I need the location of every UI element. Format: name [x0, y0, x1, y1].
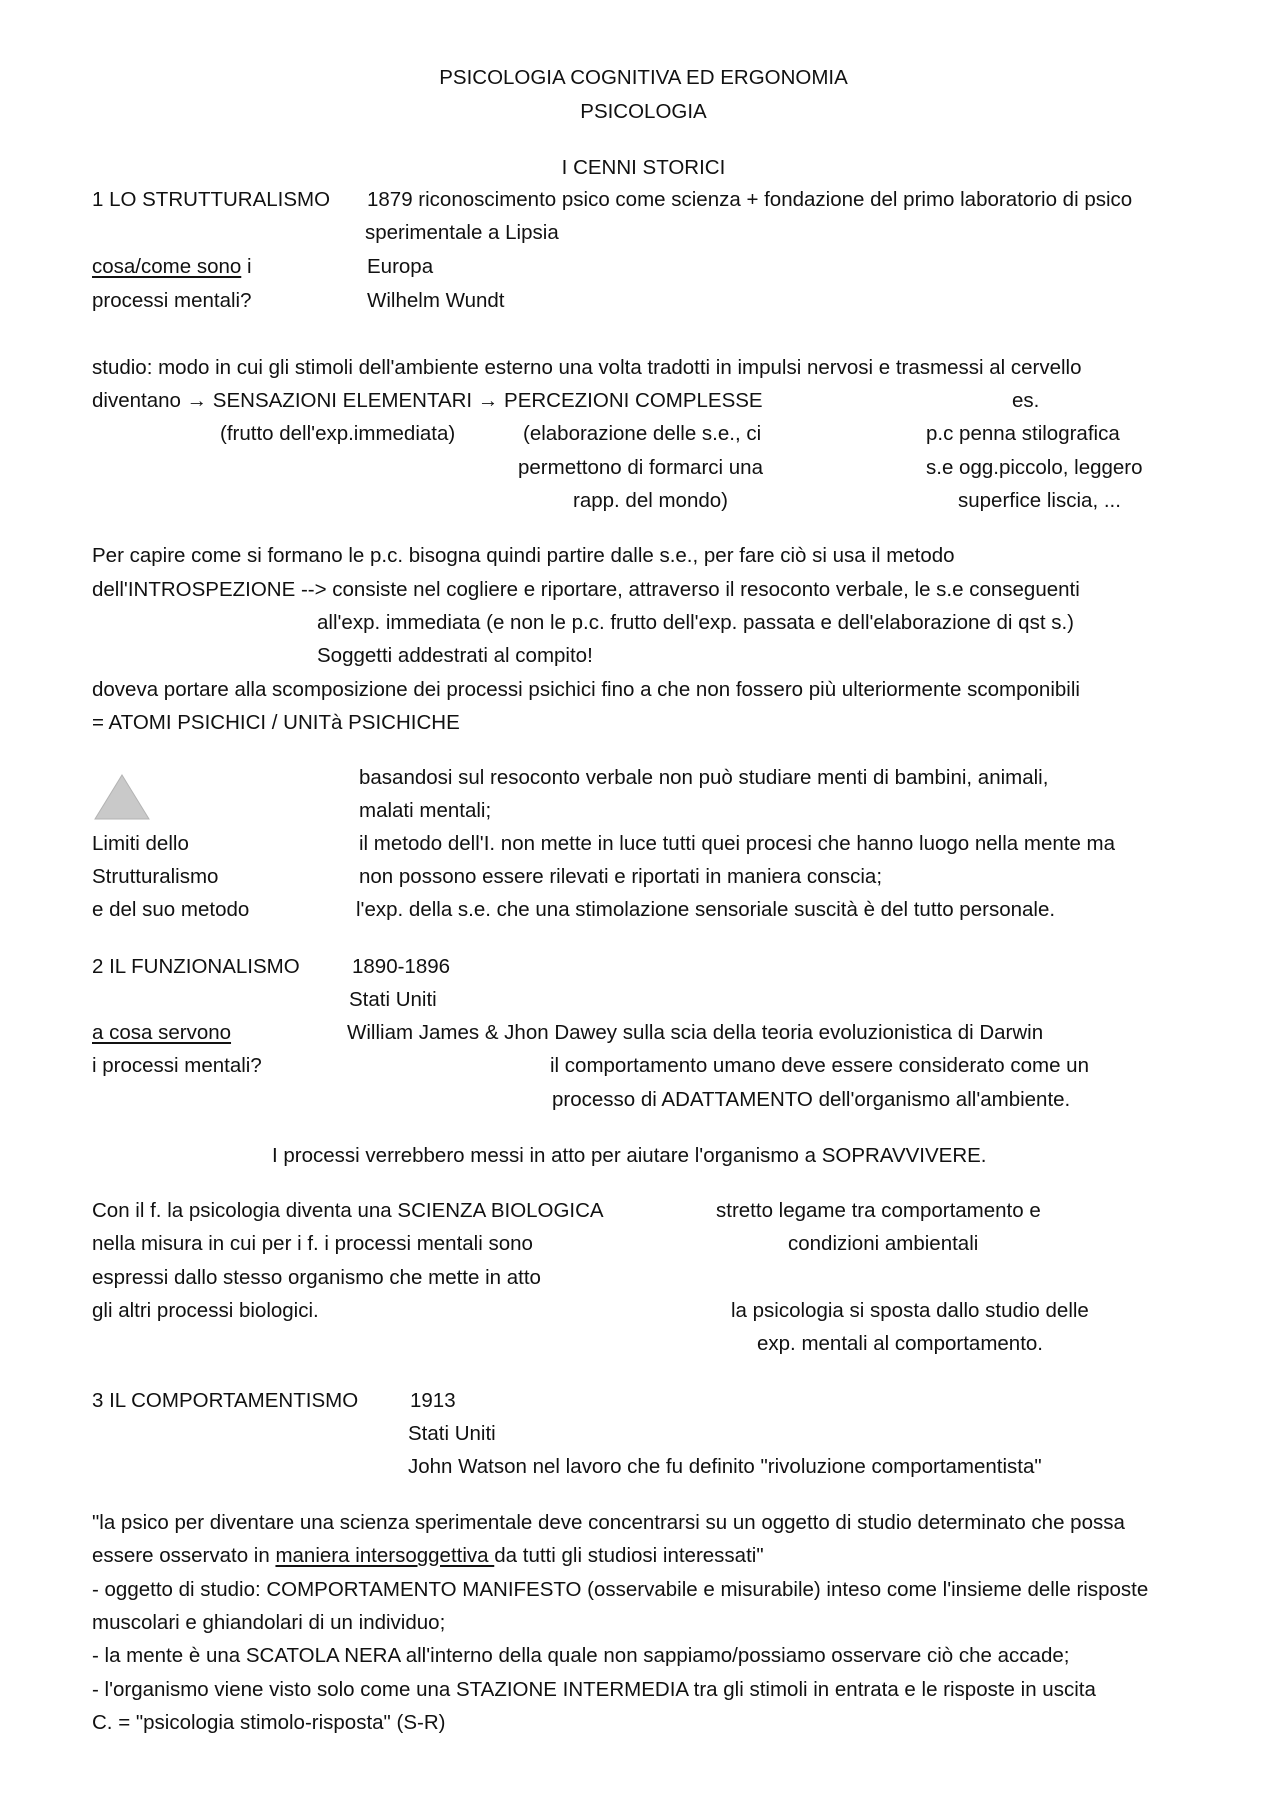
method-line: Soggetti addestrati al compito! [317, 644, 593, 667]
limit-line: il metodo dell'I. non mette in luce tutti quei procesi che hanno luogo nella mente ma [359, 832, 1116, 855]
behaviorism-year: 1913 [410, 1389, 456, 1412]
adaptation-line: il comportamento umano deve essere considerato come un [550, 1054, 1089, 1077]
method-line: dell'INTROSPEZIONE --> consiste nel cogliere e riportare, attraverso il resoconto verbale, le s.e conseguenti [92, 578, 1080, 601]
shift-line: la psicologia si sposta dallo studio delle [731, 1299, 1089, 1322]
functionalism-founders: William James & Jhon Dawey sulla scia della teoria evoluzionistica di Darwin [347, 1021, 1044, 1044]
limits-label: Strutturalismo [92, 865, 219, 888]
pc-note-line: permettono di formarci una [518, 456, 763, 479]
limit-line: malati mentali; [359, 799, 492, 822]
structuralism-year-line-2: sperimentale a Lipsia [365, 221, 559, 244]
structuralism-question-rest: i [241, 255, 252, 278]
behaviorism-point: muscolari e ghiandolari di un individuo; [92, 1611, 446, 1634]
functionalism-years: 1890-1896 [352, 955, 451, 978]
study-line: studio: modo in cui gli stimoli dell'ambiente esterno una volta tradotti in impulsi nervosi e trasmessi al cervello [92, 356, 1082, 379]
pc-note-line: rapp. del mondo) [573, 489, 728, 512]
functionalism-question: a cosa servono [92, 1021, 232, 1044]
link-line: stretto legame tra comportamento e [716, 1199, 1041, 1222]
behaviorism-point: - oggetto di studio: COMPORTAMENTO MANIFESTO (osservabile e misurabile) inteso come l'insieme delle risposte [92, 1578, 1149, 1601]
structuralism-question-line-2: processi mentali? [92, 289, 252, 312]
limit-line: basandosi sul resoconto verbale non può studiare menti di bambini, animali, [359, 766, 1049, 789]
adaptation-line: processo di ADATTAMENTO dell'organismo all'ambiente. [552, 1088, 1071, 1111]
structuralism-place: Europa [367, 255, 434, 278]
example-label: es. [1012, 389, 1040, 412]
example-line: p.c penna stilografica [926, 422, 1120, 445]
se-note: (frutto dell'exp.immediata) [220, 422, 456, 445]
behaviorism-point: C. = "psicologia stimolo-risposta" (S-R) [92, 1711, 446, 1734]
structuralism-founder: Wilhelm Wundt [367, 289, 505, 312]
structuralism-heading: 1 LO STRUTTURALISMO [92, 188, 331, 211]
warning-triangle-icon [92, 773, 152, 821]
quote-line: "la psico per diventare una scienza sperimentale deve concentrarsi su un oggetto di studio determinato che possa [92, 1511, 1125, 1534]
behaviorism-point: - l'organismo viene visto solo come una STAZIONE INTERMEDIA tra gli stimoli in entrata e le risposte in uscita [92, 1678, 1096, 1701]
behaviorism-place: Stati Uniti [408, 1422, 496, 1445]
limit-line: l'exp. della s.e. che una stimolazione sensoriale suscità è del tutto personale. [356, 898, 1056, 921]
method-line: all'exp. immediata (e non le p.c. frutto dell'exp. passata e dell'elaborazione di qst s.) [317, 611, 1074, 634]
section-heading: I CENNI STORICI [561, 156, 726, 179]
decomposition-line: = ATOMI PSICHICI / UNITà PSICHICHE [92, 711, 460, 734]
functionalism-question-line-2: i processi mentali? [92, 1054, 262, 1077]
quote-line-2 [92, 1546, 764, 1567]
example-line: superfice liscia, ... [958, 489, 1121, 512]
biology-line: espressi dallo stesso organismo che mette in atto [92, 1266, 541, 1289]
limits-label: e del suo metodo [92, 898, 250, 921]
example-line: s.e ogg.piccolo, leggero [926, 456, 1143, 479]
behaviorism-heading: 3 IL COMPORTAMENTISMO [92, 1389, 359, 1412]
link-line: condizioni ambientali [788, 1232, 979, 1255]
quote-part: essere osservato in [92, 1544, 276, 1567]
quote-part: da tutti gli studiosi interessati" [494, 1544, 764, 1567]
study-line-2: diventano → SENSAZIONI ELEMENTARI → PERCEZIONI COMPLESSE [92, 389, 763, 412]
decomposition-line: doveva portare alla scomposizione dei processi psichici fino a che non fossero più ulteriormente scomponibili [92, 678, 1080, 701]
shift-line: exp. mentali al comportamento. [757, 1332, 1043, 1355]
behaviorism-point: - la mente è una SCATOLA NERA all'interno della quale non sappiamo/possiamo osservare ciò che accade; [92, 1644, 1070, 1667]
method-line: Per capire come si formano le p.c. bisogna quindi partire dalle s.e., per fare ciò si usa il metodo [92, 544, 955, 567]
behaviorism-founder: John Watson nel lavoro che fu definito "rivoluzione comportamentista" [408, 1455, 1042, 1478]
limit-line: non possono essere rilevati e riportati in maniera conscia; [359, 865, 883, 888]
structuralism-year-line: 1879 riconoscimento psico come scienza + fondazione del primo laboratorio di psico [367, 188, 1133, 211]
biology-line: gli altri processi biologici. [92, 1299, 319, 1322]
functionalism-heading: 2 IL FUNZIONALISMO [92, 955, 300, 978]
biology-line: Con il f. la psicologia diventa una SCIENZA BIOLOGICA [92, 1199, 604, 1222]
pc-note-line: (elaborazione delle s.e., ci [523, 422, 762, 445]
document-subtitle: PSICOLOGIA [580, 100, 707, 123]
quote-underlined: maniera intersoggettiva [275, 1544, 495, 1567]
structuralism-question [92, 257, 252, 278]
survival-line: I processi verrebbero messi in atto per aiutare l'organismo a SOPRAVVIVERE. [272, 1144, 987, 1167]
document-title: PSICOLOGIA COGNITIVA ED ERGONOMIA [439, 66, 848, 89]
biology-line: nella misura in cui per i f. i processi mentali sono [92, 1232, 533, 1255]
functionalism-place: Stati Uniti [349, 988, 437, 1011]
structuralism-question-underlined: cosa/come sono [92, 255, 242, 278]
limits-label: Limiti dello [92, 832, 189, 855]
